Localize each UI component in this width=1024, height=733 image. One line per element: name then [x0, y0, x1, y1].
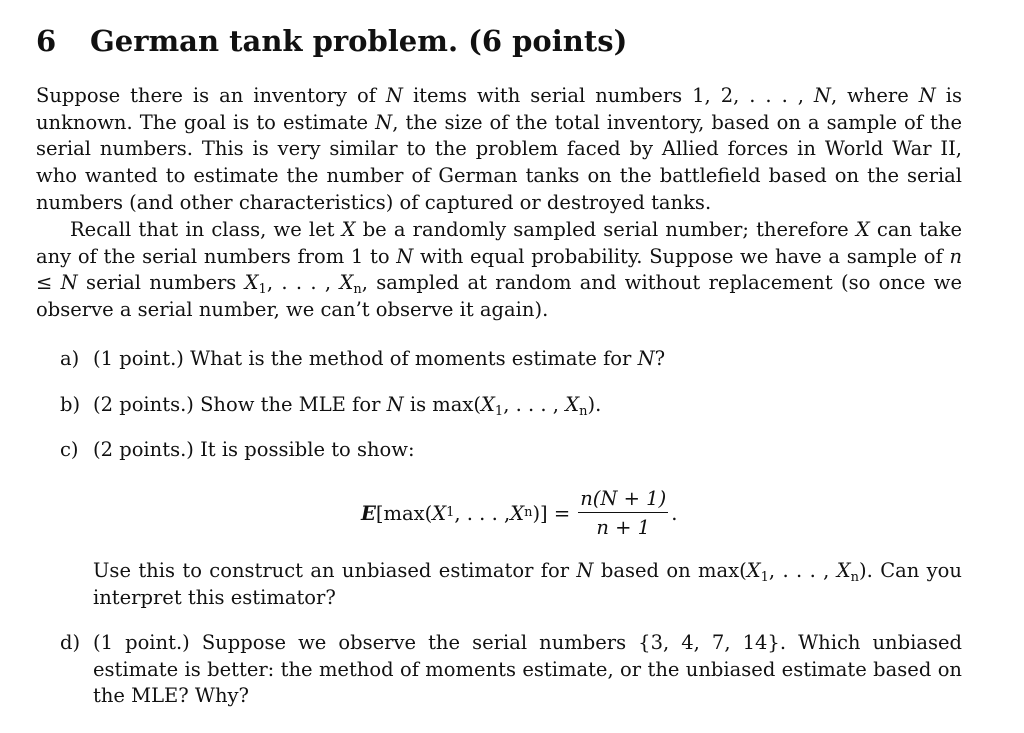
math-symbol: N: [396, 244, 414, 268]
math-symbol: N: [918, 84, 936, 107]
fraction-numerator: n(N + 1): [578, 487, 668, 513]
intro-text: , where: [830, 84, 919, 107]
equation-part: [max(: [375, 501, 433, 525]
recall-text: with equal probability. Suppose we have a sample of: [413, 244, 950, 268]
question-text: (1 point.) Suppose we observe the serial numbers {3, 4, 7, 14}. Which unbiased estimate is better: the method of moments estimate, or the unbiased estimate based on the MLE? Why?: [93, 631, 962, 708]
recall-text: be a randomly sampled serial number; therefore: [355, 218, 856, 241]
question-text: [93, 346, 962, 373]
question-text-part: is max(: [403, 393, 482, 416]
question-text: (2 points.) It is possible to show:: [93, 438, 415, 461]
followup-text: based on max(: [593, 559, 747, 582]
math-symbol: N: [385, 84, 403, 107]
math-dots: , . . . ,: [768, 559, 837, 582]
math-symbol: X: [510, 501, 525, 525]
math-subscript: 1: [494, 404, 504, 419]
recall-text: , sampled at random and without replacement (so once we observe a serial number, we can’t observe it again).: [36, 271, 962, 322]
math-symbol: X: [855, 218, 870, 241]
math-subscript: n: [850, 570, 860, 585]
intro-text: is unknown. The goal is to estimate: [36, 84, 962, 134]
expectation-equation: E [max( X 1 , . . . , X n )] = $\frac{n(N + 1)}{n + 1}$ .: [361, 487, 678, 539]
math-symbol: X: [836, 559, 851, 582]
math-symbol: X: [341, 218, 356, 241]
math-subscript: 1: [258, 282, 267, 298]
question-c-followup: [93, 558, 962, 611]
question-text-part: (1 point.) What is the method of moments estimate for: [93, 347, 638, 370]
math-symbol: N: [576, 559, 594, 582]
section-heading: [36, 24, 627, 58]
question-text-part: ?: [654, 347, 666, 370]
math-symbol: X: [746, 559, 761, 582]
math-dots: , . . . ,: [454, 501, 511, 525]
question-a: [60, 346, 962, 373]
followup-text: Use this to construct an unbiased estimator for: [93, 559, 577, 582]
equation-part: )] =: [532, 501, 571, 525]
math-symbol: N: [637, 347, 655, 370]
math-symbol: X: [244, 271, 259, 295]
recall-text: can take any of the serial numbers from 1 to: [36, 218, 962, 268]
expectation-operator: E: [361, 501, 376, 525]
recall-text: Recall that in class, we let: [70, 218, 342, 241]
math-symbol: X: [481, 393, 495, 416]
question-text-part: (2 points.) Show the MLE for: [93, 393, 387, 416]
question-label: a): [60, 347, 80, 370]
question-text-part: ).: [587, 393, 602, 416]
math-symbol: N: [375, 110, 393, 134]
intro-text: items with serial numbers 1, 2, . . . ,: [402, 84, 814, 107]
fraction-denominator: n + 1: [596, 516, 651, 539]
math-symbol: n ≤ N: [36, 244, 962, 295]
math-subscript: n: [353, 282, 362, 298]
section-number: 6: [36, 24, 57, 58]
intro-text: , the size of the total inventory, based on a sample of the serial numbers. This is very similar to the problem faced by Allied forces in World War II, who wanted to estimate the number of German tanks on the battlefield based on the serial numbers (and other characteristics) of captured or destroyed tanks.: [36, 110, 962, 214]
intro-paragraph: [36, 83, 962, 217]
math-symbol: N: [813, 84, 831, 107]
question-text: [93, 392, 962, 419]
question-label: c): [60, 438, 79, 461]
question-b: [60, 392, 962, 419]
fraction: [578, 487, 668, 539]
question-c: [60, 437, 962, 464]
math-symbol: N: [386, 393, 404, 416]
question-d: [60, 630, 962, 710]
equation-end: .: [671, 501, 678, 525]
section-title-text: German tank problem. (6 points): [90, 24, 628, 58]
question-label: b): [60, 393, 81, 416]
math-dots: , . . . ,: [266, 271, 340, 295]
followup-text: ). Can you interpret this estimator?: [93, 559, 962, 609]
math-dots: , . . . ,: [503, 393, 566, 416]
math-symbol: X: [565, 393, 580, 416]
question-label: d): [60, 631, 81, 654]
recall-paragraph: [36, 217, 962, 324]
math-symbol: X: [339, 271, 354, 295]
math-symbol: X: [432, 501, 447, 525]
intro-text: Suppose there is an inventory of: [36, 84, 386, 107]
recall-text: serial numbers: [77, 271, 245, 295]
math-subscript: n: [579, 404, 588, 419]
math-subscript: 1: [760, 570, 769, 585]
